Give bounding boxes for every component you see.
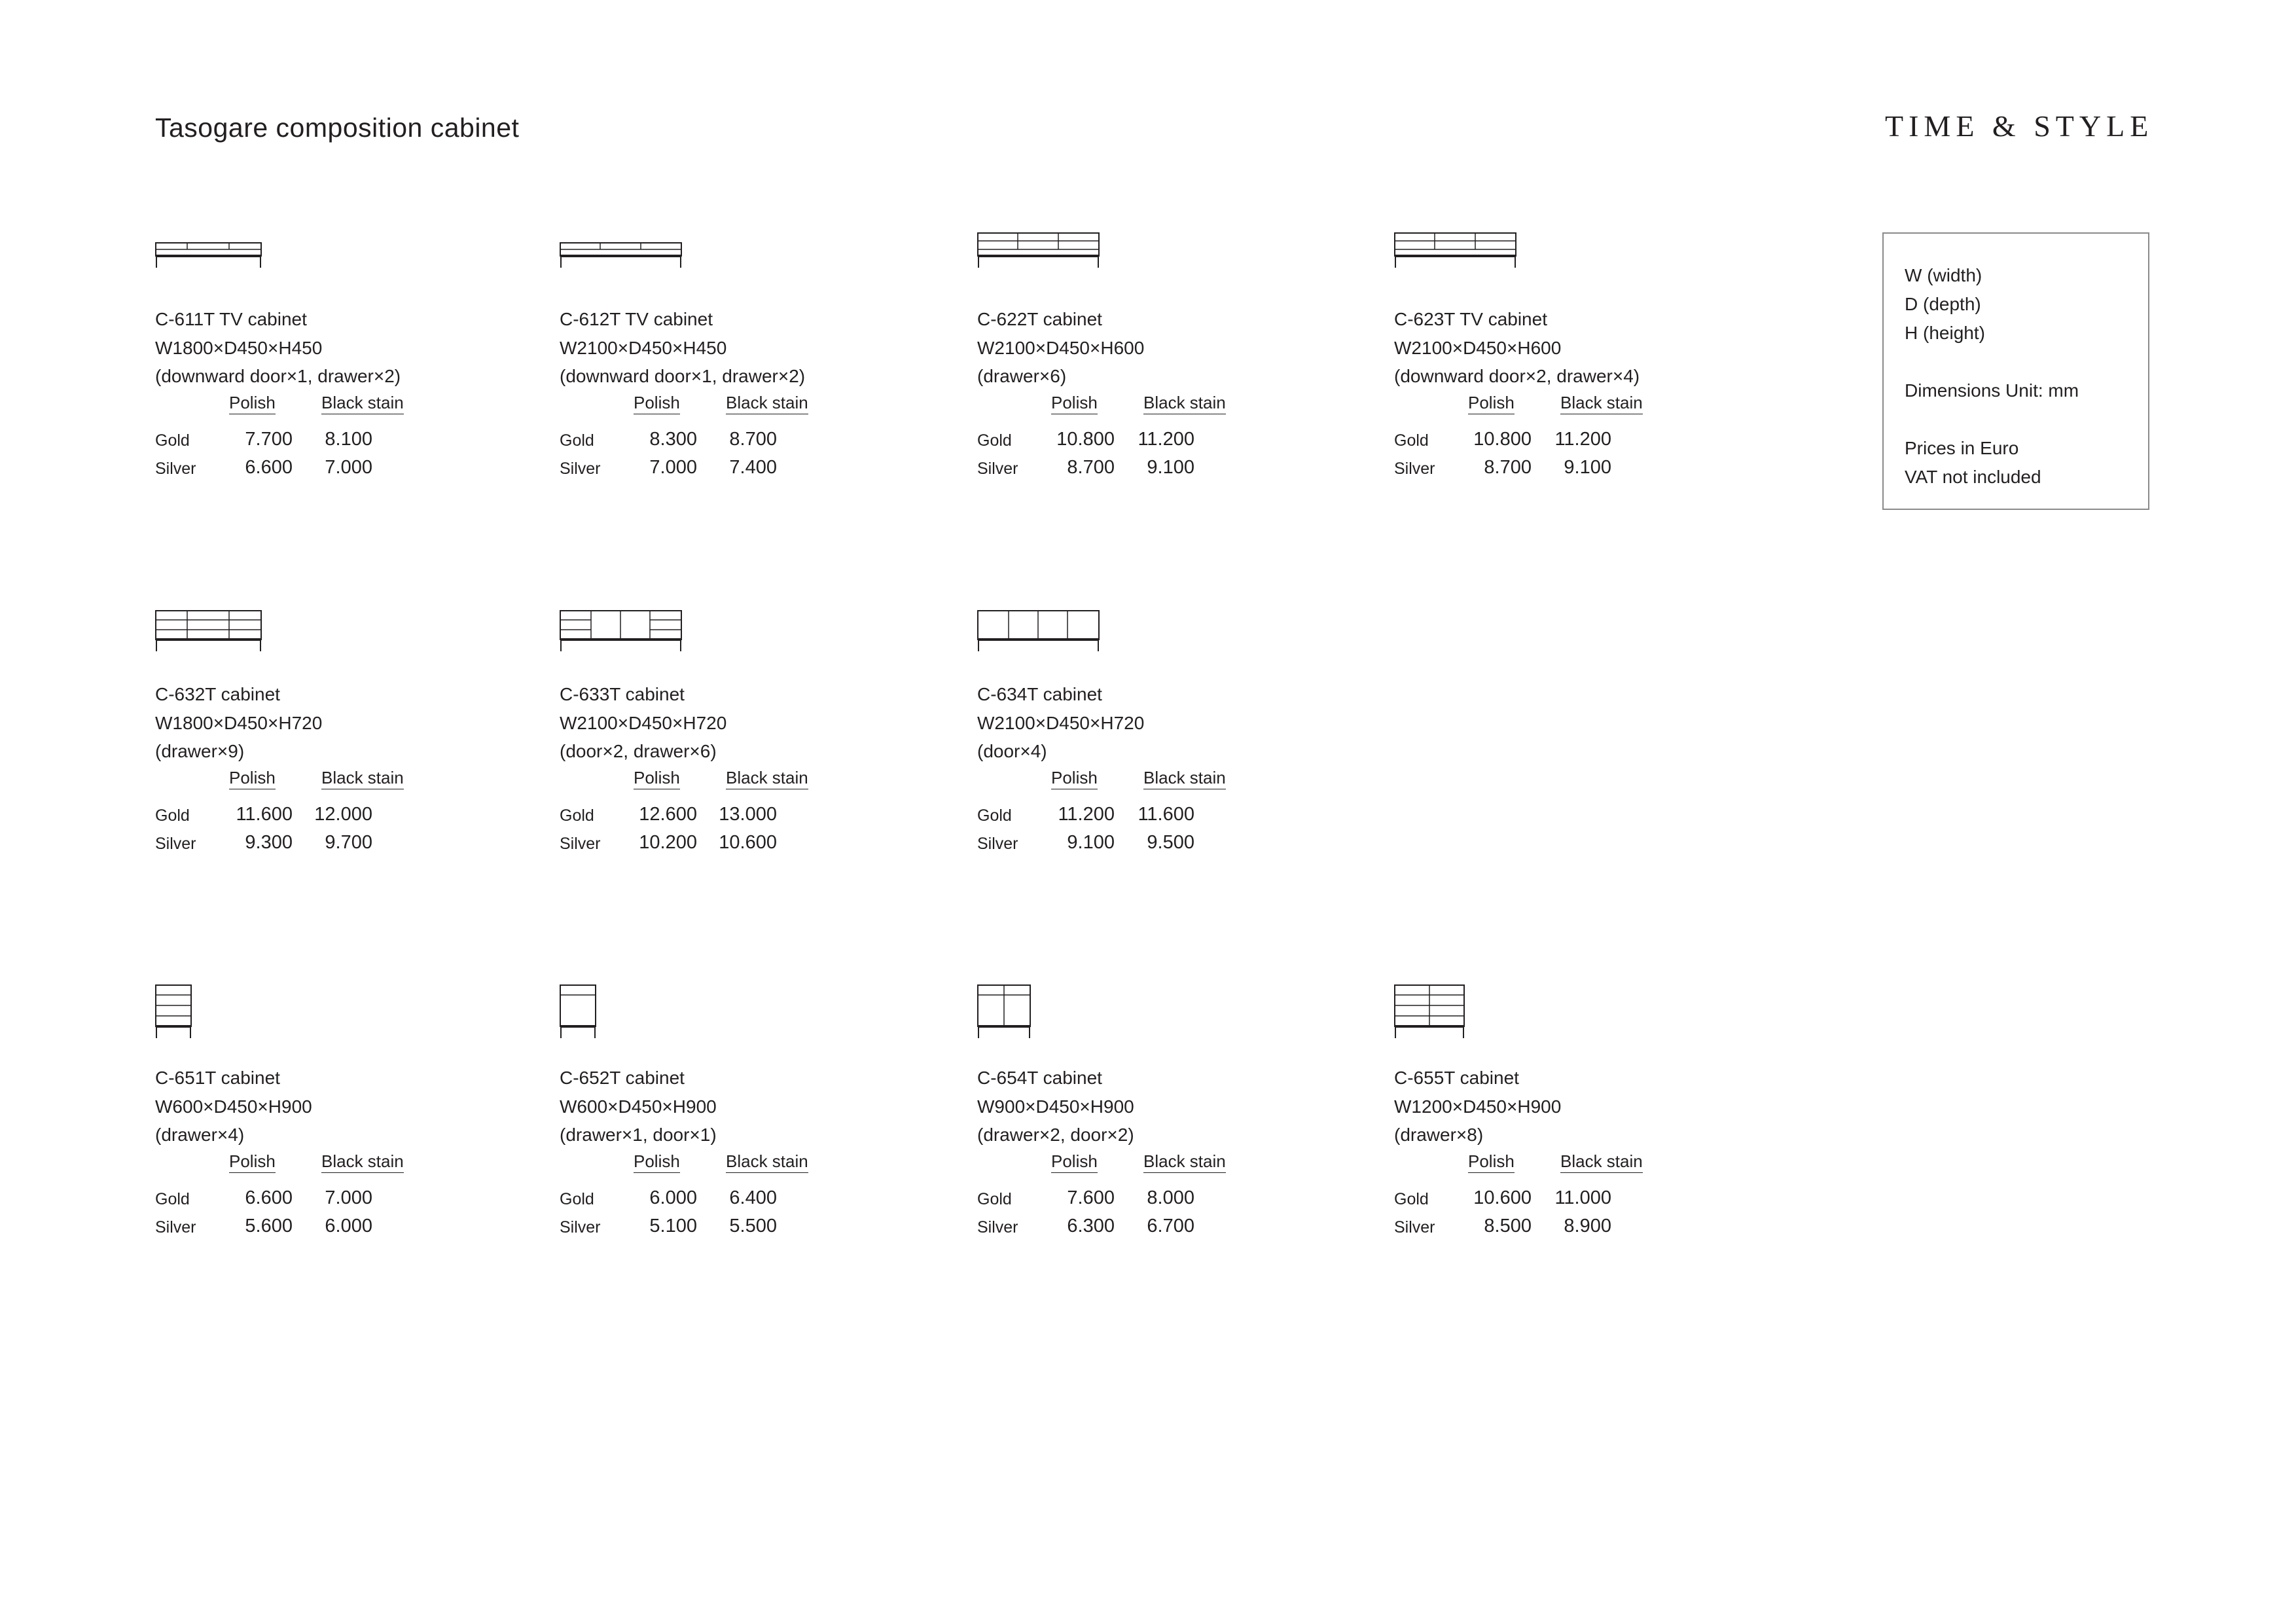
gold-black-stain-price: 13.000 [719, 804, 777, 825]
product-dimensions: W600×D450×H900 [155, 1096, 312, 1117]
gold-polish-price: 8.300 [649, 429, 697, 450]
black-stain-header: Black stain [726, 392, 808, 414]
cabinet-four-door-icon [977, 608, 1105, 654]
product-configuration: (downward door×1, drawer×2) [560, 366, 806, 386]
product-code: C-623T TV cabinet [1394, 309, 1547, 329]
gold-row [560, 804, 952, 830]
gold-polish-price: 10.600 [1473, 1187, 1532, 1208]
black-stain-header: Black stain [1143, 392, 1226, 414]
gold-label: Gold [977, 431, 1012, 450]
gold-label: Gold [977, 1190, 1012, 1208]
gold-black-stain-price: 8.000 [1147, 1187, 1194, 1208]
price-table [560, 392, 952, 484]
product-code: C-652T cabinet [560, 1068, 685, 1088]
silver-row [560, 457, 952, 483]
gold-polish-price: 10.800 [1473, 429, 1532, 450]
gold-black-stain-price: 11.200 [1554, 429, 1611, 450]
gold-polish-price: 11.200 [1058, 804, 1115, 825]
price-table [560, 767, 952, 859]
silver-label: Silver [977, 1218, 1018, 1236]
silver-row [977, 1216, 1370, 1242]
legend-vat: VAT not included [1905, 467, 2041, 487]
price-table [155, 767, 548, 859]
cabinet-nine-drawer-icon [155, 608, 266, 654]
polish-header: Polish [1051, 1151, 1098, 1173]
price-table [977, 392, 1370, 484]
silver-polish-price: 10.200 [639, 832, 697, 853]
price-table [1394, 392, 1787, 484]
page-title: Tasogare composition cabinet [155, 113, 520, 143]
gold-row [977, 429, 1370, 455]
silver-polish-price: 6.300 [1067, 1216, 1115, 1236]
gold-row [977, 1187, 1370, 1214]
silver-polish-price: 5.100 [649, 1216, 697, 1236]
gold-black-stain-price: 8.700 [729, 429, 777, 450]
silver-black-stain-price: 9.500 [1147, 832, 1194, 853]
tall-cabinet-eight-drawer-icon [1394, 983, 1473, 1042]
product-dimensions: W2100×D450×H720 [560, 712, 727, 733]
product-dimensions: W2100×D450×H600 [977, 337, 1145, 358]
silver-row [1394, 457, 1787, 483]
product-configuration: (drawer×6) [977, 366, 1067, 386]
silver-label: Silver [155, 460, 196, 478]
polish-header: Polish [229, 767, 276, 789]
gold-label: Gold [560, 1190, 594, 1208]
gold-row [1394, 1187, 1787, 1214]
cabinet-six-drawer-icon [977, 229, 1105, 272]
silver-black-stain-price: 9.100 [1564, 457, 1611, 478]
tall-cabinet-door-icon [560, 983, 605, 1042]
price-table [977, 1151, 1370, 1242]
gold-label: Gold [560, 806, 594, 825]
silver-row [1394, 1216, 1787, 1242]
product-code: C-622T cabinet [977, 309, 1102, 329]
product-dimensions: W2100×D450×H450 [560, 337, 727, 358]
gold-row [1394, 429, 1787, 455]
polish-header: Polish [1051, 767, 1098, 789]
product-code: C-634T cabinet [977, 684, 1102, 704]
gold-row [560, 1187, 952, 1214]
gold-black-stain-price: 7.000 [325, 1187, 372, 1208]
polish-header: Polish [1051, 392, 1098, 414]
silver-black-stain-price: 7.000 [325, 457, 372, 478]
tv-cabinet-mid-icon [1394, 229, 1522, 272]
black-stain-header: Black stain [1560, 392, 1643, 414]
silver-black-stain-price: 6.700 [1147, 1216, 1194, 1236]
product-code: C-633T cabinet [560, 684, 685, 704]
gold-label: Gold [560, 431, 594, 450]
product-dimensions: W2100×D450×H720 [977, 712, 1145, 733]
gold-polish-price: 7.700 [245, 429, 293, 450]
price-table [155, 1151, 548, 1242]
silver-polish-price: 5.600 [245, 1216, 293, 1236]
silver-label: Silver [560, 460, 601, 478]
gold-label: Gold [155, 1190, 190, 1208]
polish-header: Polish [634, 392, 680, 414]
price-table [1394, 1151, 1787, 1242]
product-code: C-654T cabinet [977, 1068, 1102, 1088]
product-configuration: (drawer×9) [155, 741, 245, 761]
product-code: C-611T TV cabinet [155, 309, 307, 329]
product-code: C-612T TV cabinet [560, 309, 713, 329]
gold-polish-price: 10.800 [1056, 429, 1115, 450]
price-table [977, 767, 1370, 859]
silver-label: Silver [155, 1218, 196, 1236]
product-dimensions: W1800×D450×H450 [155, 337, 323, 358]
product-configuration: (downward door×1, drawer×2) [155, 366, 401, 386]
product-configuration: (downward door×2, drawer×4) [1394, 366, 1640, 386]
legend-box [1882, 232, 2149, 510]
silver-row [560, 832, 952, 858]
tv-cabinet-low-icon [155, 239, 266, 272]
silver-row [977, 832, 1370, 858]
silver-label: Silver [155, 835, 196, 853]
silver-polish-price: 8.700 [1484, 457, 1532, 478]
silver-polish-price: 8.500 [1484, 1216, 1532, 1236]
gold-polish-price: 7.600 [1067, 1187, 1115, 1208]
silver-row [155, 457, 548, 483]
silver-polish-price: 6.600 [245, 457, 293, 478]
silver-black-stain-price: 10.600 [719, 832, 777, 853]
silver-label: Silver [1394, 460, 1435, 478]
gold-label: Gold [155, 431, 190, 450]
product-configuration: (drawer×4) [155, 1125, 245, 1145]
tall-cabinet-four-drawer-icon [155, 983, 201, 1042]
product-code: C-655T cabinet [1394, 1068, 1519, 1088]
tv-cabinet-low-wide-icon [560, 239, 687, 272]
polish-header: Polish [634, 1151, 680, 1173]
gold-label: Gold [1394, 1190, 1429, 1208]
black-stain-header: Black stain [321, 767, 404, 789]
polish-header: Polish [1468, 392, 1515, 414]
silver-label: Silver [560, 835, 601, 853]
black-stain-header: Black stain [726, 767, 808, 789]
gold-label: Gold [1394, 431, 1429, 450]
legend-currency: Prices in Euro [1905, 438, 2019, 458]
tall-cabinet-two-door-icon [977, 983, 1036, 1042]
silver-label: Silver [977, 835, 1018, 853]
gold-label: Gold [977, 806, 1012, 825]
gold-polish-price: 12.600 [639, 804, 697, 825]
product-dimensions: W600×D450×H900 [560, 1096, 717, 1117]
silver-polish-price: 7.000 [649, 457, 697, 478]
black-stain-header: Black stain [321, 1151, 404, 1173]
product-dimensions: W900×D450×H900 [977, 1096, 1134, 1117]
product-code: C-632T cabinet [155, 684, 280, 704]
silver-black-stain-price: 7.400 [729, 457, 777, 478]
product-dimensions: W1200×D450×H900 [1394, 1096, 1562, 1117]
black-stain-header: Black stain [1143, 767, 1226, 789]
gold-polish-price: 11.600 [236, 804, 293, 825]
gold-row [155, 804, 548, 830]
product-dimensions: W2100×D450×H600 [1394, 337, 1562, 358]
black-stain-header: Black stain [1560, 1151, 1643, 1173]
product-configuration: (drawer×2, door×2) [977, 1125, 1134, 1145]
gold-black-stain-price: 11.000 [1554, 1187, 1611, 1208]
product-code: C-651T cabinet [155, 1068, 280, 1088]
silver-label: Silver [977, 460, 1018, 478]
legend-unit: Dimensions Unit: mm [1905, 380, 2079, 401]
gold-row [155, 429, 548, 455]
product-configuration: (door×2, drawer×6) [560, 741, 717, 761]
black-stain-header: Black stain [321, 392, 404, 414]
silver-label: Silver [560, 1218, 601, 1236]
brand-logo: TIME & STYLE [1885, 109, 2154, 143]
gold-black-stain-price: 6.400 [729, 1187, 777, 1208]
product-configuration: (drawer×8) [1394, 1125, 1484, 1145]
product-configuration: (drawer×1, door×1) [560, 1125, 717, 1145]
product-configuration: (door×4) [977, 741, 1047, 761]
price-table [155, 392, 548, 484]
polish-header: Polish [1468, 1151, 1515, 1173]
gold-row [155, 1187, 548, 1214]
silver-black-stain-price: 9.700 [325, 832, 372, 853]
silver-black-stain-price: 5.500 [729, 1216, 777, 1236]
product-dimensions: W1800×D450×H720 [155, 712, 323, 733]
silver-black-stain-price: 8.900 [1564, 1216, 1611, 1236]
black-stain-header: Black stain [726, 1151, 808, 1173]
price-table [560, 1151, 952, 1242]
silver-row [155, 1216, 548, 1242]
gold-polish-price: 6.000 [649, 1187, 697, 1208]
cabinet-door-drawer-icon [560, 608, 687, 654]
legend-depth: D (depth) [1905, 294, 1981, 314]
silver-black-stain-price: 6.000 [325, 1216, 372, 1236]
polish-header: Polish [229, 1151, 276, 1173]
gold-black-stain-price: 11.200 [1138, 429, 1194, 450]
gold-polish-price: 6.600 [245, 1187, 293, 1208]
black-stain-header: Black stain [1143, 1151, 1226, 1173]
gold-row [977, 804, 1370, 830]
gold-black-stain-price: 8.100 [325, 429, 372, 450]
polish-header: Polish [229, 392, 276, 414]
legend-width: W (width) [1905, 265, 1982, 285]
gold-row [560, 429, 952, 455]
silver-polish-price: 8.700 [1067, 457, 1115, 478]
silver-polish-price: 9.300 [245, 832, 293, 853]
silver-black-stain-price: 9.100 [1147, 457, 1194, 478]
gold-black-stain-price: 12.000 [314, 804, 372, 825]
polish-header: Polish [634, 767, 680, 789]
gold-black-stain-price: 11.600 [1138, 804, 1194, 825]
silver-polish-price: 9.100 [1067, 832, 1115, 853]
silver-row [560, 1216, 952, 1242]
silver-label: Silver [1394, 1218, 1435, 1236]
gold-label: Gold [155, 806, 190, 825]
silver-row [977, 457, 1370, 483]
legend-height: H (height) [1905, 323, 1985, 343]
silver-row [155, 832, 548, 858]
